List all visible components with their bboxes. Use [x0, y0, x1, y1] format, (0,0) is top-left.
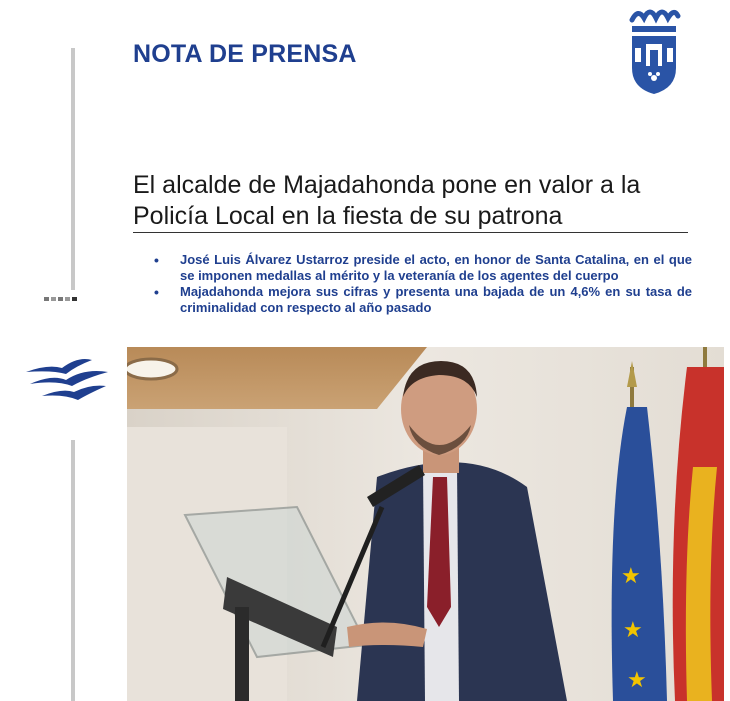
wave-logo-icon: [22, 350, 114, 406]
eu-star: ★: [623, 618, 643, 643]
side-divider-bottom: [71, 440, 75, 701]
side-microtext-mark: [42, 294, 78, 304]
press-release-label: NOTA DE PRENSA: [133, 40, 357, 68]
summary-bullet: • José Luis Álvarez Ustarroz preside el acto, en honor de Santa Catalina, en el que se imponen medallas al mérito y la veteranía de los agentes del cuerpo: [152, 252, 692, 284]
eu-star: ★: [627, 668, 647, 693]
summary-bullet: • Majadahonda mejora sus cifras y presenta una bajada de un 4,6% en su tasa de criminalidad con respecto al año pasado: [152, 284, 692, 316]
photo-scene: [127, 347, 724, 701]
wood-ceiling: [127, 347, 427, 409]
lectern-post: [235, 607, 249, 701]
majadahonda-crest-icon: [626, 4, 682, 96]
eu-star: ★: [621, 564, 641, 589]
ceiling-light: [127, 359, 177, 379]
article-headline: El alcalde de Majadahonda pone en valor a la Policía Local en la fiesta de su patrona: [133, 171, 641, 230]
speaker-hand: [347, 622, 427, 647]
side-divider-top: [71, 48, 75, 290]
speaker-at-lectern-photo: [127, 347, 724, 701]
headline-underline: [133, 232, 688, 233]
article-summary-list: [152, 252, 692, 316]
